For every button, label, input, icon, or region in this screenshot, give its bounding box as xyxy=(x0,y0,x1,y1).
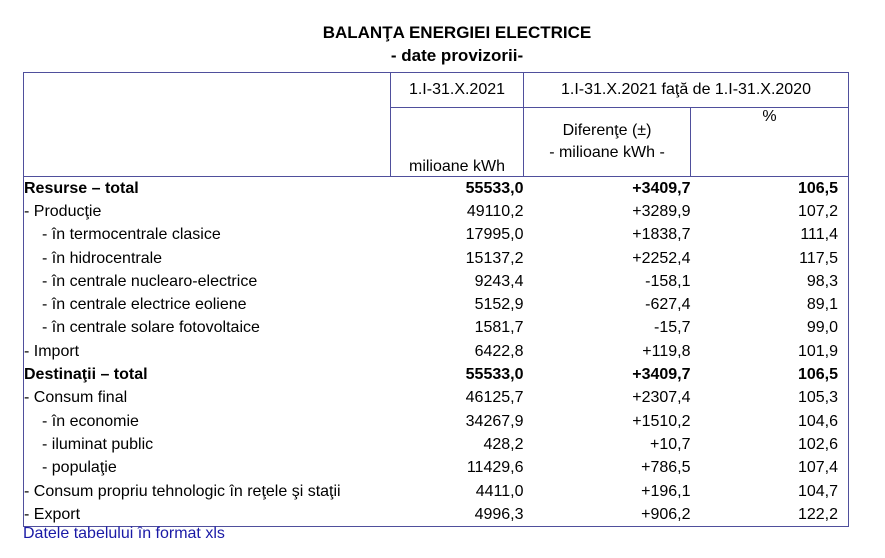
header-difference-unit: - milioane kWh - xyxy=(549,144,665,161)
row-difference: -627,4 xyxy=(645,296,691,314)
row-label: - populaţie xyxy=(24,457,391,480)
row-value: 17995,0 xyxy=(465,226,524,244)
row-percent: 107,4 xyxy=(691,457,849,480)
header-difference-label: Diferenţe (±) xyxy=(562,122,652,139)
row-value: 11429,6 xyxy=(466,459,524,477)
energy-balance-table xyxy=(23,72,849,527)
header-comparison: 1.I-31.X.2021 faţă de 1.I-31.X.2020 xyxy=(524,73,849,108)
row-value: 15137,2 xyxy=(465,249,524,267)
row-percent: 101,9 xyxy=(691,340,849,363)
page-subtitle: - date provizorii- xyxy=(390,46,524,65)
row-difference: +119,8 xyxy=(642,342,691,360)
row-label: - Consum propriu tehnologic în reţele şi staţii xyxy=(24,480,391,503)
xls-download-link[interactable]: Datele tabelului în format xls xyxy=(23,525,225,542)
row-difference: -15,7 xyxy=(654,319,691,337)
row-label: - în hidrocentrale xyxy=(24,247,391,270)
row-difference: -158,1 xyxy=(645,272,691,290)
row-difference: +786,5 xyxy=(641,459,691,477)
row-percent: 104,6 xyxy=(691,410,849,433)
row-percent: 105,3 xyxy=(691,387,849,410)
row-difference: +1510,2 xyxy=(632,412,691,430)
row-percent: 106,5 xyxy=(691,177,849,201)
header-empty-cell xyxy=(24,73,391,177)
row-difference: +3289,9 xyxy=(632,202,691,220)
header-unit: milioane kWh xyxy=(391,108,524,177)
row-difference: +2307,4 xyxy=(632,389,691,407)
header-percent: % xyxy=(691,108,849,177)
row-value: 9243,4 xyxy=(474,272,524,290)
row-difference: +196,1 xyxy=(641,482,691,500)
row-label: Destinaţii – total xyxy=(24,363,391,386)
row-value: 55533,0 xyxy=(391,177,524,201)
row-value: 5152,9 xyxy=(474,296,524,314)
row-value: 428,2 xyxy=(483,435,524,453)
row-difference: +3409,7 xyxy=(632,366,691,384)
row-label: - Import xyxy=(24,340,391,363)
row-label: Resurse – total xyxy=(24,177,391,201)
row-value: 49110,2 xyxy=(466,202,524,220)
row-percent: 102,6 xyxy=(691,433,849,456)
row-difference: +906,2 xyxy=(524,503,691,527)
row-percent: 117,5 xyxy=(691,247,849,270)
row-difference: +2252,4 xyxy=(632,249,691,267)
row-label: - în termocentrale clasice xyxy=(24,224,391,247)
row-label: - în centrale nuclearo-electrice xyxy=(24,270,391,293)
row-label: - în centrale electrice eoliene xyxy=(24,293,391,316)
page-title: BALANŢA ENERGIEI ELECTRICE xyxy=(322,23,592,42)
row-percent: 122,2 xyxy=(691,503,849,527)
row-difference: +10,7 xyxy=(650,435,691,453)
row-value: 4411,0 xyxy=(475,482,524,500)
row-label: - Producţie xyxy=(24,200,391,223)
row-percent: 98,3 xyxy=(691,270,849,293)
row-value: 46125,7 xyxy=(465,389,524,407)
row-percent: 99,0 xyxy=(691,317,849,340)
header-difference xyxy=(524,108,691,177)
row-label: - Consum final xyxy=(24,387,391,410)
row-value: 4996,3 xyxy=(391,503,524,527)
row-value: 34267,9 xyxy=(465,412,524,430)
row-label: - în centrale solare fotovoltaice xyxy=(24,317,391,340)
row-label: - iluminat public xyxy=(24,433,391,456)
row-percent: 104,7 xyxy=(691,480,849,503)
row-value: 1581,7 xyxy=(474,319,524,337)
row-label: - Export xyxy=(24,503,391,527)
row-label: - în economie xyxy=(24,410,391,433)
row-percent: 107,2 xyxy=(691,200,849,223)
row-value: 55533,0 xyxy=(465,366,524,384)
row-percent: 89,1 xyxy=(691,293,849,316)
row-value: 6422,8 xyxy=(474,342,524,360)
row-difference: +1838,7 xyxy=(632,226,691,244)
header-period: 1.I-31.X.2021 xyxy=(391,73,524,108)
row-percent: 106,5 xyxy=(691,363,849,386)
row-percent: 111,4 xyxy=(691,224,849,247)
row-difference: +3409,7 xyxy=(524,177,691,201)
